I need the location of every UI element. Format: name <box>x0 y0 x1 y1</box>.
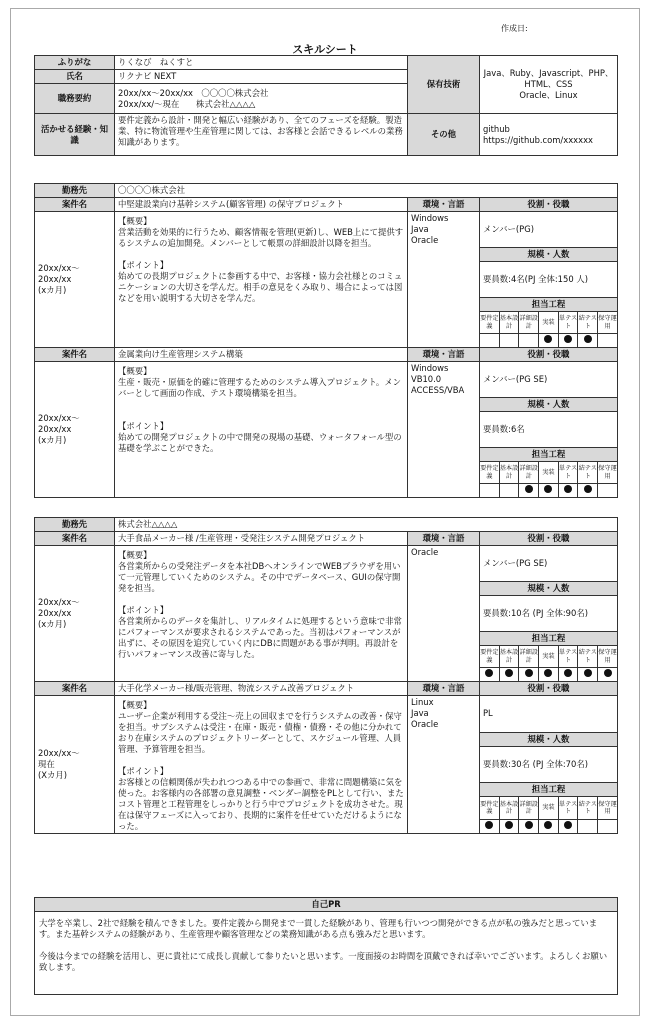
phase-label: 結テスト <box>578 312 598 334</box>
process-dot-icon <box>564 485 572 493</box>
phase-label: 要件定義 <box>480 646 500 668</box>
project-name: 大手化学メーカー様/販売管理、物流システム改善プロジェクト <box>115 682 408 696</box>
process-cell <box>539 334 559 348</box>
process-cell <box>480 334 500 348</box>
process-cell <box>480 668 500 682</box>
process-cell <box>499 484 519 498</box>
scale-label: 規模・人数 <box>480 398 618 412</box>
env-label: 環境・言語 <box>408 348 480 362</box>
process-dot-icon <box>564 669 572 677</box>
project-description: 【概要】 各営業所からの受発注データを本社DBへオンラインでWEBブラウザを用いて一元管理していくためのシステム。その中でデータベース、GUIの保守開発を担当。 【ポイント】 各営業所からのデータを集計し、リアルタイムに処理するという意味で非常にパフォーマンスが要求されるシステムであった。当初はパフォーマンスが出ずに、その原因を追究していく内にDBに問題がある事が判明。再設計を行いパフォーマンス改善に寄与した。 <box>115 546 408 682</box>
process-dot-icon <box>525 669 533 677</box>
process-cell <box>598 334 618 348</box>
phase-label: 要件定義 <box>480 797 500 819</box>
process-dot-icon <box>525 821 533 829</box>
project-scale: 要員数:6名 <box>480 412 618 448</box>
phase-label: 実装 <box>539 462 559 484</box>
phase-label: 要件定義 <box>480 312 500 334</box>
process-dot-icon <box>544 485 552 493</box>
process-label: 担当工程 <box>480 448 618 462</box>
phase-label: 基本設計 <box>499 646 519 668</box>
process-dot-icon <box>584 335 592 343</box>
phase-label: 保守運用 <box>598 797 618 819</box>
profile-table <box>34 55 618 156</box>
phase-label: 単テスト <box>558 462 578 484</box>
process-cell <box>519 334 539 348</box>
process-cell <box>598 484 618 498</box>
phase-label: 詳細設計 <box>519 462 539 484</box>
phase-label: 保守運用 <box>598 462 618 484</box>
process-cell <box>539 484 559 498</box>
process-cell <box>558 668 578 682</box>
project-label: 案件名 <box>35 682 115 696</box>
process-cell <box>539 668 559 682</box>
phase-label: 結テスト <box>578 646 598 668</box>
doc-title: スキルシート <box>292 43 358 56</box>
self-pr-table <box>34 897 618 995</box>
project-scale: 要員数:30名 (PJ 全体:70名) <box>480 746 618 783</box>
process-dot-icon <box>544 669 552 677</box>
name-value: リクナビ NEXT <box>115 70 408 84</box>
process-dot-icon <box>564 821 572 829</box>
project-env: Windows VB10.0 ACCESS/VBA <box>408 362 480 498</box>
created-date-label: 作成日: <box>501 24 528 33</box>
process-dot-icon <box>584 669 592 677</box>
furigana-label: ふりがな <box>35 56 115 70</box>
employer-label: 勤務先 <box>35 184 115 198</box>
project-period: 20xx/xx～ 20xx/xx (xカ月) <box>35 212 115 348</box>
role-label: 役割・役職 <box>480 682 618 696</box>
phase-label: 保守運用 <box>598 312 618 334</box>
project-env: Linux Java Oracle <box>408 696 480 834</box>
phase-label: 詳細設計 <box>519 646 539 668</box>
process-label: 担当工程 <box>480 632 618 646</box>
project-name: 大手食品メーカー様 /生産管理・受発注システム開発プロジェクト <box>115 532 408 546</box>
project-period: 20xx/xx～ 現在 (Xカ月) <box>35 696 115 834</box>
phase-label: 結テスト <box>578 797 598 819</box>
other-label: その他 <box>408 114 480 156</box>
role-label: 役割・役職 <box>480 348 618 362</box>
process-cell <box>558 334 578 348</box>
process-label: 担当工程 <box>480 783 618 797</box>
phase-label: 詳細設計 <box>519 797 539 819</box>
other-value: github https://github.com/xxxxxx <box>480 114 618 156</box>
phase-label: 基本設計 <box>499 312 519 334</box>
process-dot-icon <box>544 821 552 829</box>
env-label: 環境・言語 <box>408 682 480 696</box>
phase-label: 要件定義 <box>480 462 500 484</box>
project-description: 【概要】 ユーザー企業が利用する受注～売上の回収までを行うシステムの改善・保守を担当。サブシステムは受注・在庫・販売・債権・債務・その他に分かれており在庫システムのプロジェクトリーダーとして、スケジュール管理、人員管理、予算管理を担当。 【ポイント】 お客様との信頼関係が失われつつある中での参画で、非常に問題構築に気を使った。お客様内の各部署の意見調整・ベンダー調整をPLとして行い、またコスト管理と工程管理をしっかりと行う中でプロジェクトを成功させた。現在は保守フェーズに入っており、長期的に案件を任せていただけるようになった。 <box>115 696 408 834</box>
furigana-value: りくなび ねくすと <box>115 56 408 70</box>
project-env: Oracle <box>408 546 480 682</box>
process-dot-icon <box>564 335 572 343</box>
career-value: 20xx/xx～20xx/xx 〇〇〇〇株式会社 20xx/xx/～現在 株式会社△△△△ <box>115 84 408 114</box>
process-cell <box>558 484 578 498</box>
project-description: 【概要】 営業活動を効果的に行うため、顧客情報を管理(更新)し、WEB上にて提供するシステムの追加開発。メンバーとして帳票の詳細設計以降を担当。 【ポイント】 始めての長期プロジェクトに参画する中で、お客様・協力会社様とのコミュニケーションの大切さを学んだ。相手の意見をくみ取り、場合によっては図などを用い説明する大切さを学んだ。 <box>115 212 408 348</box>
skills-label: 保有技術 <box>408 56 480 114</box>
process-cell <box>480 484 500 498</box>
role-label: 役割・役職 <box>480 198 618 212</box>
self-pr-text: 大学を卒業し、2社で経験を積んできました。要件定義から開発まで一貫した経験があり、管理も行いつつ開発ができる点が私の強みだと思っています。また基幹システムの経験があり、生産管理や顧客管理などの業務知識がある点も強みだと思います。 今後は今までの経験を活用し、更に貴社にて成長し貢献して参りたいと思います。一度面接のお時間を頂戴できれば幸いでございます。よろしくお願い致します。 <box>35 912 618 995</box>
process-cell <box>519 668 539 682</box>
process-dot-icon <box>505 669 513 677</box>
process-dot-icon <box>505 821 513 829</box>
process-cell <box>578 668 598 682</box>
process-cell <box>539 819 559 833</box>
process-dot-icon <box>485 669 493 677</box>
phase-label: 基本設計 <box>499 797 519 819</box>
env-label: 環境・言語 <box>408 198 480 212</box>
scale-label: 規模・人数 <box>480 582 618 596</box>
phase-label: 詳細設計 <box>519 312 539 334</box>
phase-label: 単テスト <box>558 646 578 668</box>
env-label: 環境・言語 <box>408 532 480 546</box>
phase-label: 実装 <box>539 312 559 334</box>
process-cell <box>578 819 598 833</box>
process-cell <box>519 819 539 833</box>
process-cell <box>578 334 598 348</box>
employer-label: 勤務先 <box>35 518 115 532</box>
phase-label: 実装 <box>539 797 559 819</box>
company-block <box>34 183 618 498</box>
process-dot-icon <box>525 485 533 493</box>
employer-name: 〇〇〇〇株式会社 <box>115 184 618 198</box>
project-role: メンバー(PG SE) <box>480 546 618 582</box>
project-label: 案件名 <box>35 198 115 212</box>
process-label: 担当工程 <box>480 298 618 312</box>
project-scale: 要員数:4名(PJ 全体:150 人) <box>480 262 618 298</box>
process-cell <box>558 819 578 833</box>
company-block <box>34 517 618 834</box>
project-description: 【概要】 生産・販売・原価を的確に管理するためのシステム導入プロジェクト。メンバーとして画面の作成、テスト環境構築を担当。 【ポイント】 始めての開発プロジェクトの中で開発の現場の基礎、ウォータフォール型の基礎を学ぶことができた。 <box>115 362 408 498</box>
process-cell <box>598 819 618 833</box>
phase-label: 基本設計 <box>499 462 519 484</box>
employer-name: 株式会社△△△△ <box>115 518 618 532</box>
experience-value: 要件定義から設計・開発と幅広い経験があり、全てのフェーズを経験。製造業、特に物流管理や生産管理に関しては、お客様と会話できるレベルの業務知識があります。 <box>115 114 408 156</box>
phase-label: 単テスト <box>558 312 578 334</box>
skills-value: Java、Ruby、Javascript、PHP、 HTML、CSS Oracle、Linux <box>480 56 618 114</box>
project-name: 金属業向け生産管理システム構築 <box>115 348 408 362</box>
process-cell <box>480 819 500 833</box>
project-role: メンバー(PG) <box>480 212 618 248</box>
process-cell <box>499 819 519 833</box>
self-pr-label: 自己PR <box>35 898 618 912</box>
project-period: 20xx/xx～ 20xx/xx (xカ月) <box>35 546 115 682</box>
role-label: 役割・役職 <box>480 532 618 546</box>
project-label: 案件名 <box>35 348 115 362</box>
process-cell <box>578 484 598 498</box>
career-label: 職務要約 <box>35 84 115 114</box>
process-dot-icon <box>604 669 612 677</box>
process-dot-icon <box>584 485 592 493</box>
phase-label: 結テスト <box>578 462 598 484</box>
project-label: 案件名 <box>35 532 115 546</box>
process-dot-icon <box>544 335 552 343</box>
project-env: Windows Java Oracle <box>408 212 480 348</box>
scale-label: 規模・人数 <box>480 732 618 746</box>
process-cell <box>519 484 539 498</box>
project-period: 20xx/xx～ 20xx/xx (xカ月) <box>35 362 115 498</box>
phase-label: 保守運用 <box>598 646 618 668</box>
skill-sheet-page <box>10 8 640 1016</box>
project-role: メンバー(PG SE) <box>480 362 618 398</box>
project-scale: 要員数:10名 (PJ 全体:90名) <box>480 596 618 632</box>
scale-label: 規模・人数 <box>480 248 618 262</box>
project-role: PL <box>480 696 618 733</box>
process-cell <box>598 668 618 682</box>
phase-label: 実装 <box>539 646 559 668</box>
name-label: 氏名 <box>35 70 115 84</box>
project-name: 中堅建設業向け基幹システム(顧客管理) の保守プロジェクト <box>115 198 408 212</box>
process-cell <box>499 334 519 348</box>
process-cell <box>499 668 519 682</box>
experience-label: 活かせる経験・知識 <box>35 114 115 156</box>
process-dot-icon <box>485 821 493 829</box>
phase-label: 単テスト <box>558 797 578 819</box>
